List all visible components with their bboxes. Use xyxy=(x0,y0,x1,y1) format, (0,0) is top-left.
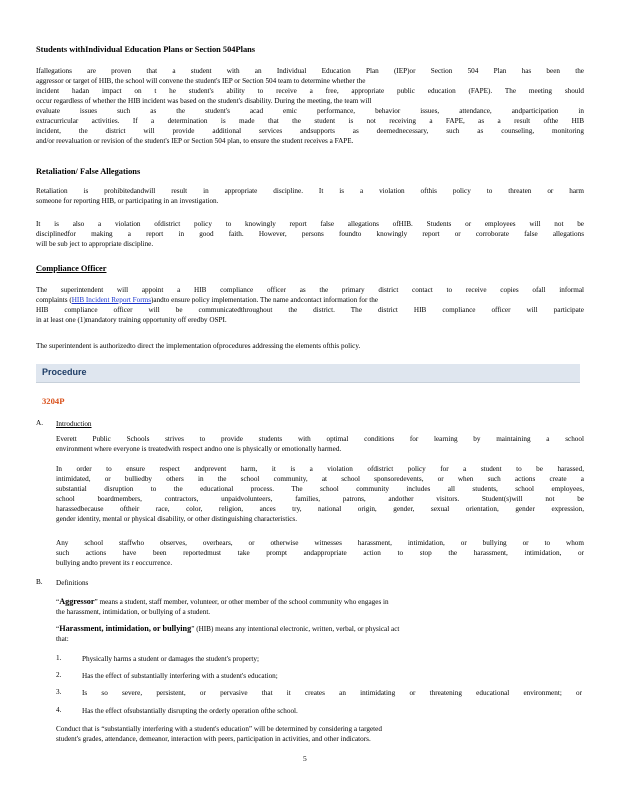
list-item: Has the effect ofsubstantially disrupting the orderly operation ofthe school. xyxy=(82,707,298,715)
text-line: gender identity, mental or physical disability, or other distinguishing characteristics. xyxy=(56,515,297,523)
compliance-paragraph xyxy=(36,285,584,325)
text-line: that: xyxy=(56,635,69,643)
list-number: 3. xyxy=(56,688,62,696)
section-marker-b: B. xyxy=(36,578,43,586)
definitions-title: Definitions xyxy=(56,579,89,587)
text-line: substantial disruption to the educational process. The school community includes all students, school employees, xyxy=(56,485,584,493)
aggressor-definition xyxy=(56,597,584,617)
text-line: Any school staffwho observes, overhears, or otherwise witnesses harassment, intimidation, or bullying or to whom xyxy=(56,539,584,547)
text-line: incident hadan impact on t he student's ability to receive a free, appropriate public education (FAPE). The meeting should xyxy=(36,87,584,95)
introduction-paragraph-1 xyxy=(56,434,584,454)
retaliation-paragraph-2 xyxy=(36,219,584,249)
list-number: 2. xyxy=(56,671,62,679)
hib-term: Harassment, intimidation, or bullying xyxy=(59,624,192,633)
text-line: occur regardless of whether the HIB incident was based on the student's disability. During the meeting, the team will xyxy=(36,97,372,105)
text-line: extracurricular activities. If a determination is made that the student is not receiving a FAPE, as a result ofthe HIB xyxy=(36,117,584,125)
text-line: will be sub ject to appropriate discipline. xyxy=(36,240,154,248)
text-line xyxy=(56,624,584,634)
compliance-heading: Compliance Officer xyxy=(36,264,107,273)
text-line: Ifallegations are proven that a student with an Individual Education Plan (IEP)or Section 504 Plan has been the xyxy=(36,67,584,75)
text-line: in at least one (1)mandatory training opportunity off eredby OSPI. xyxy=(36,316,227,324)
hib-report-forms-link[interactable]: HIB Incident Report Forms xyxy=(71,296,151,304)
text-line: evaluate issues such as the student's acad emic performance, behavior issues, attendance, andparticipation in xyxy=(36,107,584,115)
compliance-paragraph-2: The superintendent is authorizedto direct the implementation ofprocedures addressing the elements ofthis policy. xyxy=(36,342,361,350)
section-504-heading: Students withIndividual Education Plans or Section 504Plans xyxy=(36,45,256,54)
retaliation-paragraph-1 xyxy=(36,186,584,206)
text-line: Conduct that is “substantially interfering with a student's education” will be determined by considering a targeted xyxy=(56,725,382,733)
text-line: environment where everyone is treatedwith respect andno one is physically or emotionally harmed. xyxy=(56,445,342,453)
text-line: intimidated, or bulliedby others in the school community, at school sponsoredevents, or when such actions create a xyxy=(56,475,584,483)
text-line: school boardmembers, contractors, unpaidvolunteers, families, patrons, andother visitors. Student(s)will not be xyxy=(56,495,584,503)
quote-mark: “ xyxy=(56,625,60,633)
text-line: bullying andto prevent its r eoccurrence. xyxy=(56,559,173,567)
hib-definition xyxy=(56,624,584,644)
list-item: Is so severe, persistent, or pervasive that it creates an intimidating or threatening educational environment; or xyxy=(82,689,582,697)
text-line: and/or reevaluation or revision of the student's IEP or Section 504 plan, to ensure the student receives a FAPE. xyxy=(36,137,354,145)
aggressor-term: Aggressor xyxy=(59,597,95,606)
text-fragment: ” (HIB) means any intentional electronic, written, verbal, or physical act xyxy=(191,625,400,633)
page-number: 5 xyxy=(303,754,307,763)
text-line xyxy=(56,597,584,607)
text-line: harassedbecause oftheir race, color, religion, ances try, national origin, gender, sexual orientation, gender expression, xyxy=(56,505,584,513)
text-line: incident, the district will provide additional services andsupports as deemednecessary, such as counseling, monitoring xyxy=(36,127,584,135)
quote-mark: “ xyxy=(56,598,60,606)
procedure-label: Procedure xyxy=(42,367,87,377)
text-line: disciplinedfor making a report in good faith. However, persons foundto knowingly report or corroborate false allegations xyxy=(36,230,584,238)
text-line: It is also a violation ofdistrict policy to knowingly report false allegations ofHIB. Students or employees will not be xyxy=(36,220,584,228)
conduct-paragraph xyxy=(56,724,584,744)
procedure-header-bar xyxy=(36,364,580,383)
list-number: 1. xyxy=(56,654,62,662)
list-item: Has the effect of substantially interfering with a student's education; xyxy=(82,672,278,680)
list-item: Physically harms a student or damages the student's property; xyxy=(82,655,259,663)
text-fragment: ” means a student, staff member, volunteer, or other member of the school community who engages in xyxy=(94,598,389,606)
text-line: such actions have been reportedmust take prompt andappropriate action to stop the harassment, intimidation, or xyxy=(56,549,584,557)
text-line: the harassment, intimidation, or bullying of a student. xyxy=(56,608,211,616)
text-line xyxy=(36,295,584,305)
text-line: aggressor or target of HIB, the school will convene the student's IEP or Section 504 team to determine whether the xyxy=(36,77,366,85)
section-504-paragraph xyxy=(36,66,584,146)
introduction-paragraph-3 xyxy=(56,538,584,568)
text-line: In order to ensure respect andprevent harm, it is a violation ofdistrict policy for a student to be harassed, xyxy=(56,465,584,473)
list-number: 4. xyxy=(56,706,62,714)
text-line: someone for reporting HIB, or participating in an investigation. xyxy=(36,197,219,205)
text-line: student's grades, attendance, demeanor, interaction with peers, participation in activities, and other indicators. xyxy=(56,735,371,743)
procedure-code: 3204P xyxy=(42,396,65,406)
introduction-title: Introduction xyxy=(56,420,92,428)
introduction-paragraph-2 xyxy=(56,464,584,524)
text-line: Everett Public Schools strives to provide students with optimal conditions for learning by maintaining a school xyxy=(56,435,584,443)
text-line: The superintendent will appoint a HIB compliance officer as the primary district contact to receive copies ofall informal xyxy=(36,286,584,294)
text-fragment: complaints ( xyxy=(36,296,72,304)
text-line: Retaliation is prohibitedandwill result in appropriate discipline. It is a violation ofthis policy to threaten or harm xyxy=(36,187,584,195)
text-line: HIB compliance officer will be communicatedthroughout the district. The district HIB compliance officer will participate xyxy=(36,306,584,314)
retaliation-heading: Retaliation/ False Allegations xyxy=(36,167,141,176)
section-marker-a: A. xyxy=(36,419,43,427)
text-fragment: )andto ensure policy implementation. The name andcontact information for the xyxy=(151,296,378,304)
